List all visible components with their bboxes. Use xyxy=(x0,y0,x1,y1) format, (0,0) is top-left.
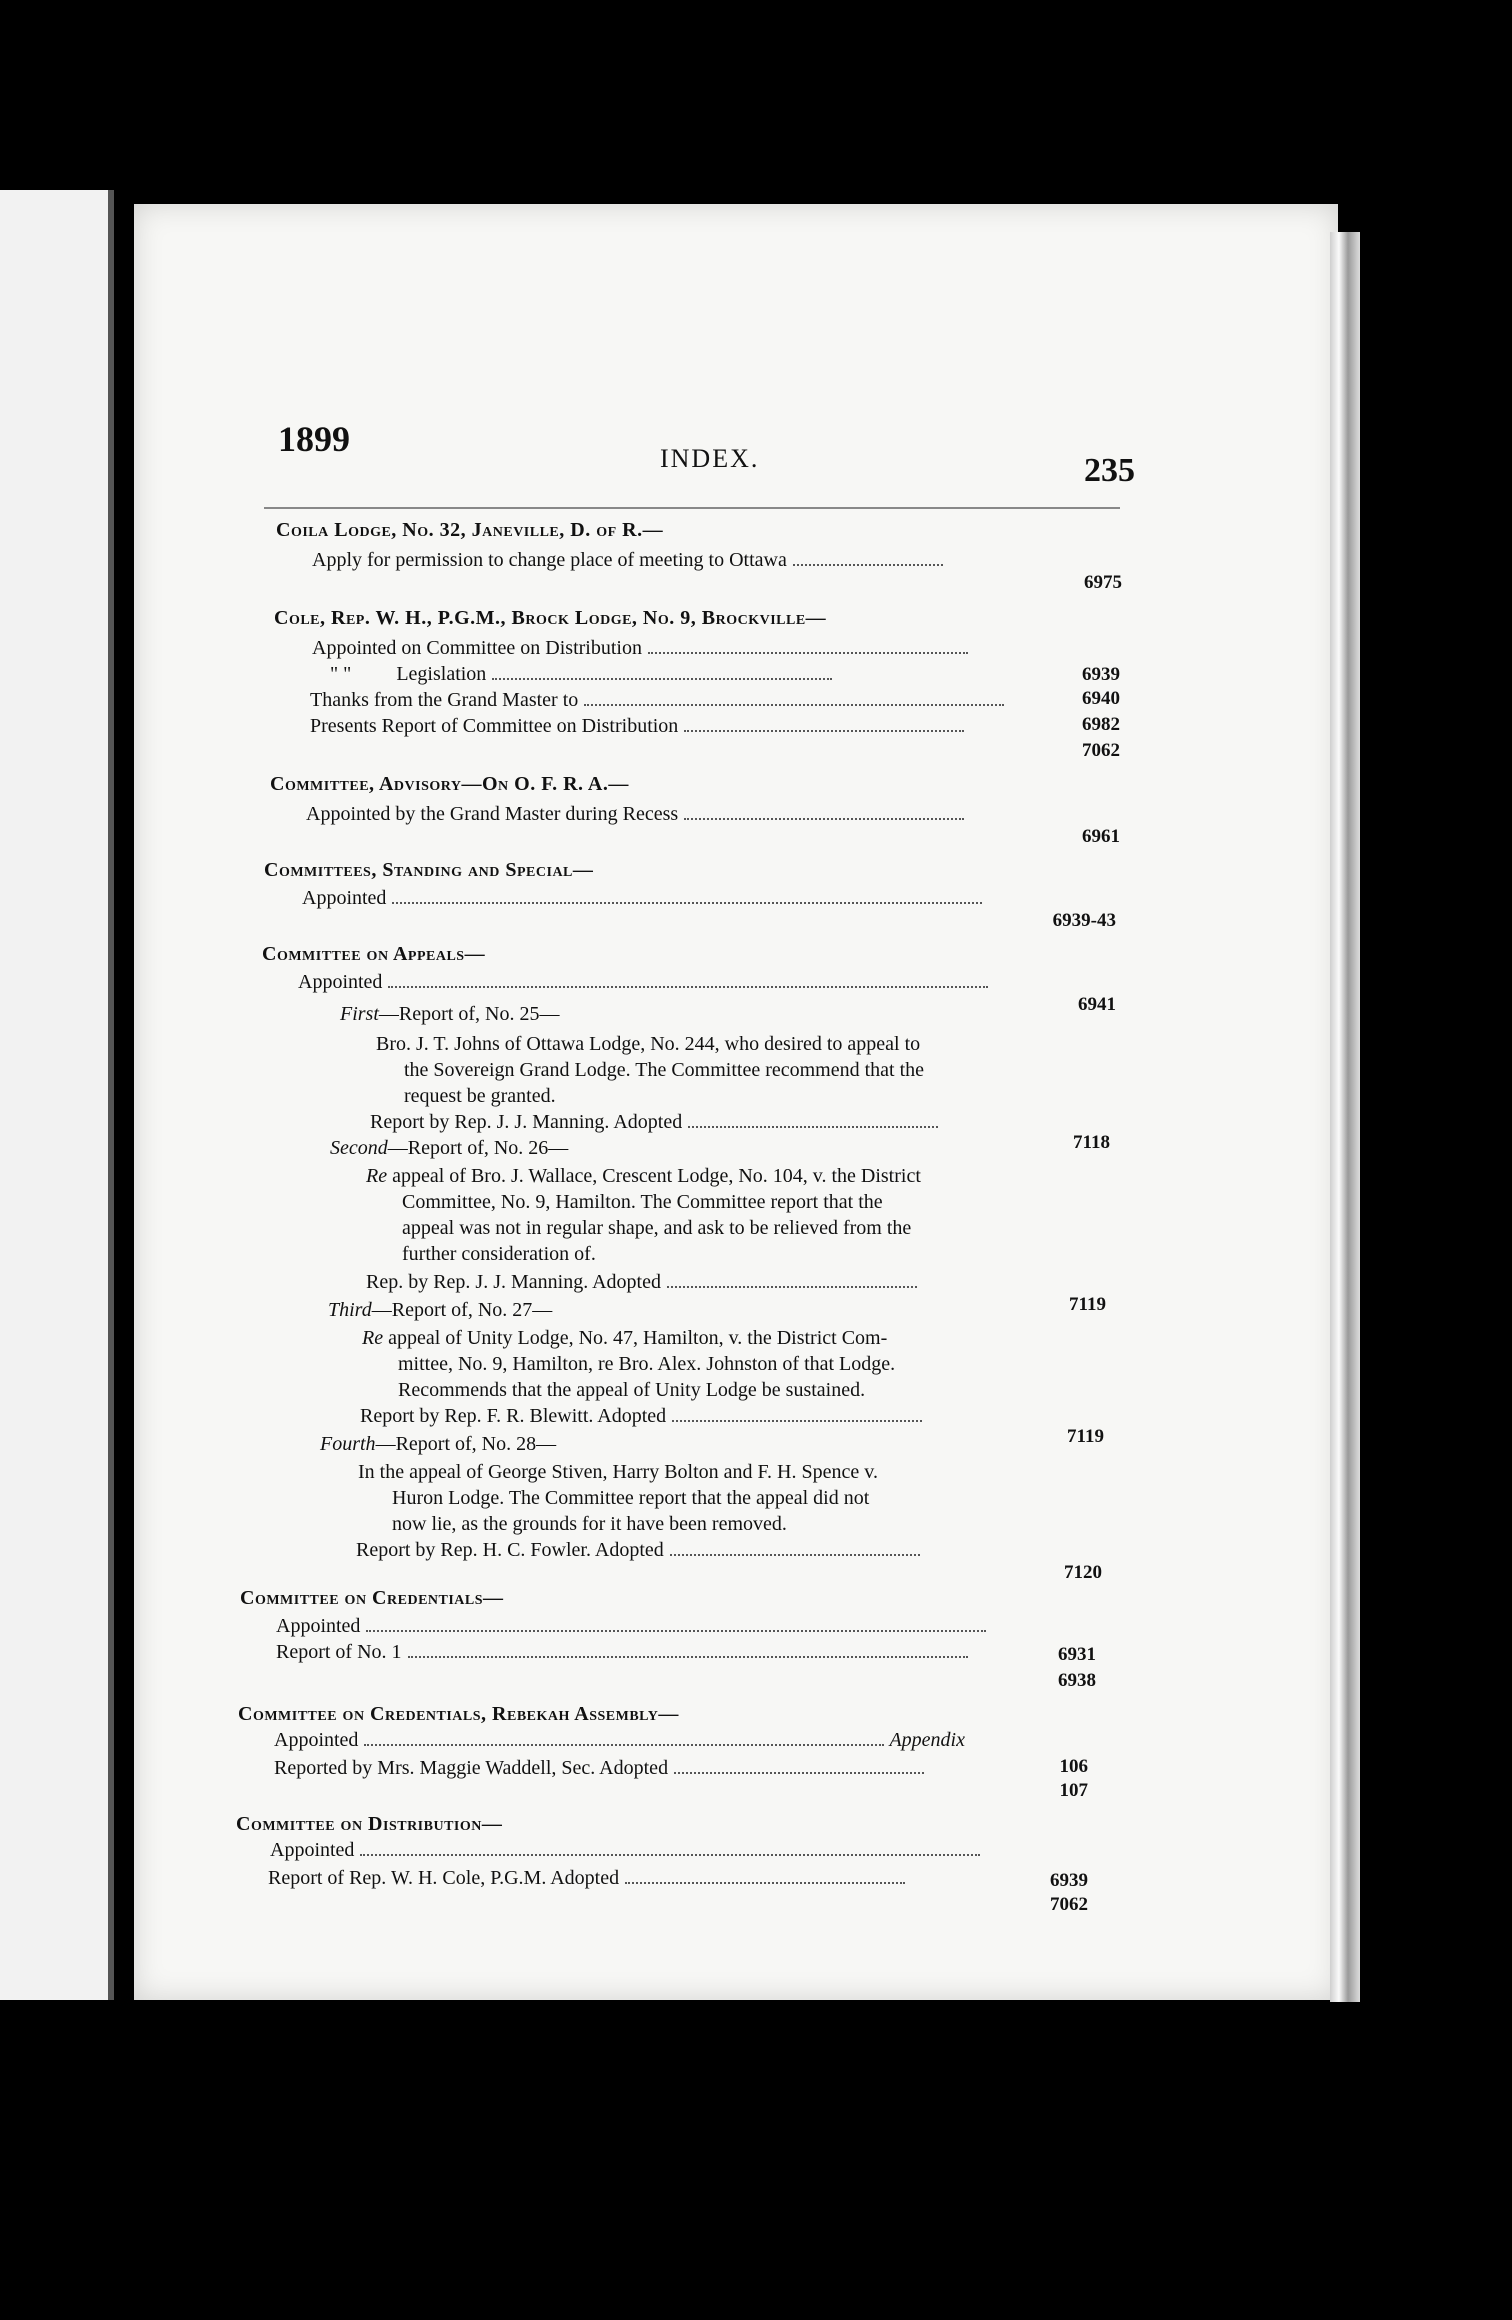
page-ref: 7119 xyxy=(1069,1294,1106,1315)
entry-line: mittee, No. 9, Hamilton, re Bro. Alex. Johnston of that Lodge. xyxy=(398,1353,896,1375)
page-ref: 7120 xyxy=(1064,1562,1102,1583)
page-ref: 6939 xyxy=(1082,664,1120,685)
page-ref: 6938 xyxy=(1058,1670,1096,1691)
entry-heading: Coila Lodge, No. 32, Janeville, D. of R.— xyxy=(276,519,664,541)
entry-line: appeal was not in regular shape, and ask to be relieved from the xyxy=(402,1217,912,1239)
entry-heading: Committee on Distribution— xyxy=(236,1813,503,1835)
page-ref: 107 xyxy=(1059,1780,1088,1801)
entry-line: Apply for permission to change place of meeting to Ottawa xyxy=(312,548,943,572)
entry-line: Huron Lodge. The Committee report that the appeal did not xyxy=(392,1487,870,1509)
header-year: 1899 xyxy=(278,419,350,459)
entry-line: Appointed xyxy=(276,1614,986,1638)
adjacent-page-strip xyxy=(0,190,112,2000)
entry-heading: Cole, Rep. W. H., P.G.M., Brock Lodge, No. 9, Brockville— xyxy=(274,607,827,629)
header-rule xyxy=(264,507,1120,509)
entry-line: Recommends that the appeal of Unity Lodge be sustained. xyxy=(398,1379,866,1401)
page-stack-edge xyxy=(1330,232,1360,2002)
page-ref: 7062 xyxy=(1082,740,1120,761)
entry-line: Appointed Appendix xyxy=(274,1729,965,1751)
entry-heading: Committee on Appeals— xyxy=(262,943,486,965)
entry-heading: Committee on Credentials, Rebekah Assembly— xyxy=(238,1703,679,1725)
header-page-number: 235 xyxy=(1084,452,1135,489)
page-ref: 7118 xyxy=(1073,1132,1110,1153)
adjacent-page-edge xyxy=(108,190,114,2000)
entry-line: Committee, No. 9, Hamilton. The Committee report that the xyxy=(402,1191,883,1213)
page-ref: 6961 xyxy=(1082,826,1120,847)
entry-line: " " Legislation xyxy=(330,662,832,686)
page-ref: 106 xyxy=(1059,1756,1088,1777)
entry-line: In the appeal of George Stiven, Harry Bolton and F. H. Spence v. xyxy=(358,1461,878,1483)
report-heading: Second—Report of, No. 26— xyxy=(330,1137,569,1159)
entry-line: Appointed on Committee on Distribution xyxy=(312,636,968,660)
page-ref: 6939-43 xyxy=(1052,910,1116,931)
report-heading: Third—Report of, No. 27— xyxy=(328,1299,553,1321)
entry-line: Bro. J. T. Johns of Ottawa Lodge, No. 244, who desired to appeal to xyxy=(376,1033,921,1055)
entry-line: Report of Rep. W. H. Cole, P.G.M. Adopted xyxy=(268,1866,905,1890)
entry-line: Appointed xyxy=(270,1838,980,1862)
page-ref: 6982 xyxy=(1082,714,1120,735)
entry-line: Appointed xyxy=(298,970,988,994)
entry-heading: Committees, Standing and Special— xyxy=(264,859,594,881)
entry-line: Re appeal of Unity Lodge, No. 47, Hamilton, v. the District Com- xyxy=(362,1327,888,1349)
entry-line: Report of No. 1 xyxy=(276,1640,968,1664)
page-ref: 6931 xyxy=(1058,1644,1096,1665)
entry-line: Re appeal of Bro. J. Wallace, Crescent Lodge, No. 104, v. the District xyxy=(366,1165,921,1187)
page-ref: 6941 xyxy=(1078,994,1116,1015)
entry-line: the Sovereign Grand Lodge. The Committee recommend that the xyxy=(404,1059,925,1081)
entry-line: now lie, as the grounds for it have been removed. xyxy=(392,1513,787,1535)
entry-line: Appointed by the Grand Master during Recess xyxy=(306,802,964,826)
entry-line: Appointed xyxy=(302,886,982,910)
entry-line: Thanks from the Grand Master to xyxy=(310,688,1004,712)
report-heading: Fourth—Report of, No. 28— xyxy=(320,1433,557,1455)
header-title: INDEX. xyxy=(660,444,760,473)
entry-line: request be granted. xyxy=(404,1085,556,1107)
entry-heading: Committee on Credentials— xyxy=(240,1587,504,1609)
page-ref: 7062 xyxy=(1050,1894,1088,1915)
entry-line: Report by Rep. H. C. Fowler. Adopted xyxy=(356,1538,920,1562)
entry-line: Presents Report of Committee on Distribution xyxy=(310,714,964,738)
page-ref: 6975 xyxy=(1084,572,1122,593)
entry-line: further consideration of. xyxy=(402,1243,596,1265)
entry-line: Reported by Mrs. Maggie Waddell, Sec. Adopted xyxy=(274,1756,924,1780)
entry-line: Report by Rep. J. J. Manning. Adopted xyxy=(370,1110,938,1134)
entry-line: Rep. by Rep. J. J. Manning. Adopted xyxy=(366,1270,917,1294)
page-ref: 6939 xyxy=(1050,1870,1088,1891)
entry-line: Report by Rep. F. R. Blewitt. Adopted xyxy=(360,1404,922,1428)
page-ref: 7119 xyxy=(1067,1426,1104,1447)
report-heading: First—Report of, No. 25— xyxy=(340,1003,560,1025)
entry-heading: Committee, Advisory—On O. F. R. A.— xyxy=(270,773,629,795)
page-ref: 6940 xyxy=(1082,688,1120,709)
